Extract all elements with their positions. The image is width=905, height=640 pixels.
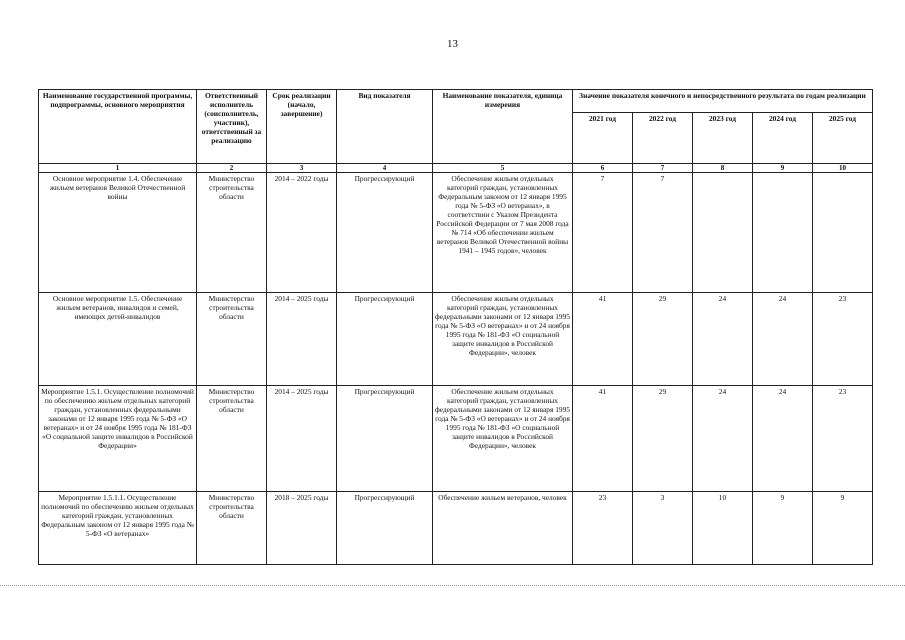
row-value-2024: 24: [753, 293, 813, 386]
column-number: 2: [197, 164, 267, 173]
table-row: [39, 492, 873, 565]
row-value-2025: 9: [813, 492, 873, 565]
header-indicator-name: Наименование показателя, единица измерения: [433, 90, 573, 164]
row-period: 2014 – 2025 годы: [267, 386, 337, 492]
header-year-2024: 2024 год: [753, 113, 813, 164]
header-year-2023: 2023 год: [693, 113, 753, 164]
table-row: [39, 293, 873, 386]
row-value-2024: 9: [753, 492, 813, 565]
row-value-2021: 7: [573, 173, 633, 293]
column-number: 4: [337, 164, 433, 173]
row-name: Мероприятие 1.5.1. Осуществление полномочий по обеспечению жильем отдельных категорий граждан, установленных федеральными законами от 12 января 1995 года № 5-ФЗ «О ветеранах» и от 24 ноября 1995 года № 181-ФЗ «О социальной защите инвалидов в Российской Федерации»: [39, 386, 197, 492]
row-value-2023: 10: [693, 492, 753, 565]
row-type: Прогрессирующий: [337, 173, 433, 293]
row-type: Прогрессирующий: [337, 293, 433, 386]
row-name: Мероприятие 1.5.1.1. Осуществление полномочий по обеспечению жильем отдельных категорий граждан, установленных Федеральным законом от 12 января 1995 года № 5-ФЗ «О ветеранах»: [39, 492, 197, 565]
row-type: Прогрессирующий: [337, 492, 433, 565]
column-number: 1: [39, 164, 197, 173]
row-period: 2014 – 2022 годы: [267, 173, 337, 293]
header-values-group: Значение показателя конечного и непосредственного результата по годам реализации: [573, 90, 873, 113]
row-executor: Министерство строительства области: [197, 173, 267, 293]
row-value-2023: 24: [693, 293, 753, 386]
column-number: 9: [753, 164, 813, 173]
header-year-2025: 2025 год: [813, 113, 873, 164]
column-number: 8: [693, 164, 753, 173]
row-value-2022: 7: [633, 173, 693, 293]
column-number: 10: [813, 164, 873, 173]
row-period: 2014 – 2025 годы: [267, 293, 337, 386]
header-program-name: Наименование государственной программы, подпрограммы, основного мероприятия: [39, 90, 197, 164]
row-value-2022: 29: [633, 386, 693, 492]
page-number: 13: [447, 38, 458, 50]
header-year-2021: 2021 год: [573, 113, 633, 164]
header-indicator-type: Вид показателя: [337, 90, 433, 164]
row-executor: Министерство строительства области: [197, 492, 267, 565]
row-value-2022: 3: [633, 492, 693, 565]
table-row: [39, 173, 873, 293]
row-indicator: Обеспечение жильем отдельных категорий граждан, установленных Федеральным законом от 12 января 1995 года № 5-ФЗ «О ветеранах», в соответствии с Указом Президента Российской Федерации от 7 мая 2008 года № 714 «Об обеспечении жильем ветеранов Великой Отечественной войны 1941 – 1945 годов», человек: [433, 173, 573, 293]
header-year-2022: 2022 год: [633, 113, 693, 164]
row-value-2025: 23: [813, 386, 873, 492]
row-period: 2018 – 2025 годы: [267, 492, 337, 565]
row-value-2023: [693, 173, 753, 293]
row-value-2023: 24: [693, 386, 753, 492]
row-value-2021: 23: [573, 492, 633, 565]
table-row: [39, 386, 873, 492]
column-number: 5: [433, 164, 573, 173]
column-number: 3: [267, 164, 337, 173]
header-executor: Ответственный исполнитель (соисполнитель, участник), ответственный за реализацию: [197, 90, 267, 164]
row-value-2024: [753, 173, 813, 293]
row-type: Прогрессирующий: [337, 386, 433, 492]
column-number-row: [39, 164, 873, 173]
row-value-2024: 24: [753, 386, 813, 492]
row-name: Основное мероприятие 1.5. Обеспечение жильем ветеранов, инвалидов и семей, имеющих детей-инвалидов: [39, 293, 197, 386]
column-number: 6: [573, 164, 633, 173]
row-value-2021: 41: [573, 386, 633, 492]
row-indicator: Обеспечение жильем отдельных категорий граждан, установленных федеральными законами от 12 января 1995 года № 5-ФЗ «О ветеранах» и от 24 ноября 1995 года № 181-ФЗ «О социальной защите инвалидов в Российской Федерации», человек: [433, 293, 573, 386]
indicators-table: [38, 89, 873, 565]
scan-edge-line: [0, 585, 905, 588]
row-executor: Министерство строительства области: [197, 386, 267, 492]
row-name: Основное мероприятие 1.4. Обеспечение жильем ветеранов Великой Отечественной войны: [39, 173, 197, 293]
header-period: Срок реализации (начало, завершение): [267, 90, 337, 164]
row-indicator: Обеспечение жильем ветеранов, человек: [433, 492, 573, 565]
row-value-2025: [813, 173, 873, 293]
row-value-2025: 23: [813, 293, 873, 386]
column-number: 7: [633, 164, 693, 173]
row-value-2021: 41: [573, 293, 633, 386]
row-indicator: Обеспечение жильем отдельных категорий граждан, установленных федеральными законами от 12 января 1995 года № 5-ФЗ «О ветеранах» и от 24 ноября 1995 года № 181-ФЗ «О социальной защите инвалидов в Российской Федерации», человек: [433, 386, 573, 492]
row-executor: Министерство строительства области: [197, 293, 267, 386]
row-value-2022: 29: [633, 293, 693, 386]
